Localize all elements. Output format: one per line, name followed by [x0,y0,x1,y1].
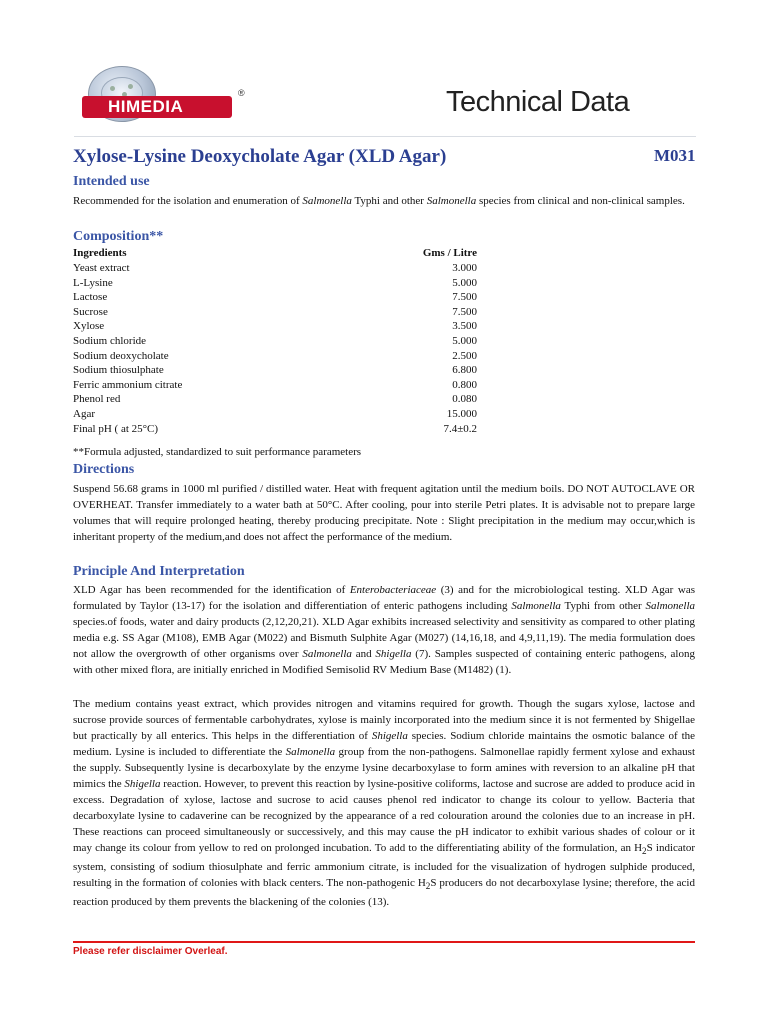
directions-text: Suspend 56.68 grams in 1000 ml purified / distilled water. Heat with frequent agitation until the medium boils. DO NOT AUTOCLAVE OR OVERHEAT. Transfer immediately to a water bath at 50°C. After cooling, pour into sterile Petri plates. It is advisable not to prepare large volumes that will require prolonged heating, thereby producing precipitate. Note : Slight precipitation in the medium may occur,which is inheritant property of the medium,and does not affect the performance of the medium. [73,483,695,543]
logo-text: HIMEDIA [108,97,184,116]
composition-table [73,246,477,436]
table-row: Sodium thiosulphate 6.800 [73,364,477,377]
table-row: Final pH ( at 25°C) 7.4±0.2 [73,422,477,435]
registered-mark: ® [238,88,245,98]
table-row: Lactose 7.500 [73,291,477,304]
principle-paragraph-1: XLD Agar has been recommended for the identification of Enterobacteriaceae (3) and for the microbiological testing. XLD Agar was formulated by Taylor (13-17) for the isolation and differentiation of enteric pathogens including Salmonella Typhi from other Salmonella species.of foods, water and dairy products (2,12,20,21). XLD Agar exhibits increased selectivity and sensitivity as compared to other plating media e.g. SS Agar (M108), EMB Agar (M022) and Bismuth Sulphite Agar (M027) (14,16,18, and 4,9,11,19). The media formulation does not allow the overgrowth of other organisms over Salmonella and Shigella (7). Samples suspected of containing enteric pathogens, along with other mixed flora, are initially enriched in Modified Semisolid RV Medium Base (M1482) (1). [73,584,696,676]
table-row: Ferric ammonium citrate 0.800 [73,378,477,391]
composition-header-row [73,246,477,261]
formula-note: **Formula adjusted, standardized to suit performance parameters [73,446,362,458]
disclaimer-note: Please refer disclaimer Overleaf. [73,946,228,957]
table-row: L-Lysine 5.000 [73,276,477,289]
composition-heading: Composition** [73,229,164,244]
footer-divider [73,941,695,943]
table-row: Sodium chloride 5.000 [73,334,477,347]
table-row: Phenol red 0.080 [73,393,477,406]
principle-paragraph-2: The medium contains yeast extract, which provides nitrogen and vitamins required for growth. Though the sugars xylose, lactose and sucrose provide sources of fermentable carbohydrates, xylose is mainly incorporated into the medium since it is not fermented by Shigellae but practically by all enterics. This helps in the differentiation of Shigella species. Sodium chloride maintains the osmotic balance of the medium. Lysine is included to differentiate the Salmonella group from the non-pathogens. Salmonellae rapidly ferment xylose and exhaust the supply. Subsequently lysine is decarboxylate by the enzyme lysine decarboxylase to form amines with reversion to an alkaline pH that mimics the Shigella reaction. However, to prevent this reaction by lysine-positive coliforms, lactose and sucrose are added to produce acid in excess. Degradation of xylose, lactose and sucrose to acid causes phenol red indicator to change its colour to yellow. Bacteria that decarboxylate lysine to cadaverine can be recognized by the appearance of a red colouration around the colonies due to an increase in pH. These reactions can proceed simultaneously or successively, and this may cause the pH indicator to exhibit various shades of colour or it may change its colour from yellow to red on prolonged incubation. To add to the differentiating ability of the formulation, an $H_2S$ indicator system, consisting of sodium thiosulphate and ferric ammonium citrate, is included for the visualization of hydrogen sulphide produced, resulting in the formation of colonies with black centers. The non-pathogenic $H_2S$ producers do not decarboxylase lysine; therefore, the acid reaction produced by them prevents the blackening of the colonies (13). [73,698,696,909]
table-row: Xylose 3.500 [73,320,477,333]
header-title: Technical Data [446,86,630,118]
table-row: Agar 15.000 [73,407,477,420]
ingredients-column-header: Ingredients [73,247,127,259]
amount-column-header: Gms / Litre [422,247,477,259]
directions-heading: Directions [73,462,135,477]
intended-use-heading: Intended use [73,174,150,189]
himedia-logo [78,60,254,130]
table-row: Yeast extract 3.000 [73,262,477,274]
intended-use-text: Recommended for the isolation and enumeration of Salmonella Typhi and other Salmonella species from clinical and non-clinical samples. [73,195,685,207]
page-header [0,0,768,140]
document-title: Xylose-Lysine Deoxycholate Agar (XLD Agar) [73,146,447,167]
product-code: M031 [654,146,696,165]
principle-heading: Principle And Interpretation [73,564,245,579]
table-row: Sodium deoxycholate 2.500 [73,349,477,362]
table-row: Sucrose 7.500 [73,305,477,318]
header-divider [74,136,696,137]
